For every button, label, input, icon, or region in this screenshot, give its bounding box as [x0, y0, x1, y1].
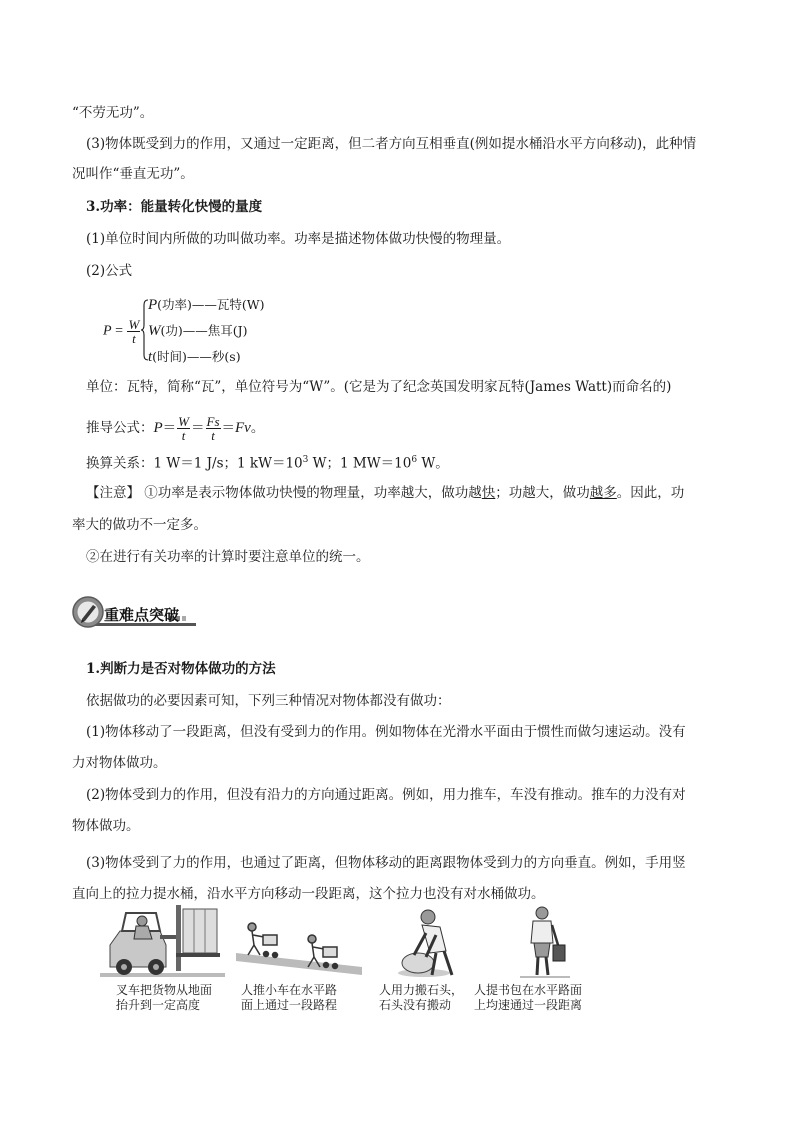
derived-formula: 推导公式：P＝ $\frac{W}{t}$ ＝ $\frac{Fs}{t}$ ＝Fv。: [86, 414, 265, 443]
unit-line: 单位：瓦特，简称“瓦”，单位符号为“W”。(它是为了纪念英国发明家瓦特(James Watt)而命名的): [86, 379, 672, 395]
conversion-line: 换算关系：1 W＝1 J/s；1 $kW=10^3$ W；1 $MW=10^6$ W。: [86, 455, 449, 472]
formula-lhs: P = $\frac{W}{t}$: [103, 317, 140, 346]
note-line: 【注意】 ①功率是表示物体做功快慢的物理量，功率越大，做功越快；功越大，做功越多。因此，功: [86, 485, 685, 501]
formula-row-power: P(功率)——瓦特(W): [148, 297, 265, 313]
figure-caption: 人提书包在水平路面 上均速通过一段距离: [474, 983, 583, 1012]
formula-row-time: t(时间)——秒(s): [148, 349, 241, 365]
section-banner-title: 重难点突破: [104, 606, 180, 624]
text-line: 直向上的拉力提水桶，沿水平方向移动一段距离，这个拉力也没有对水桶做功。: [72, 886, 545, 902]
figure-caption: 叉车把货物从地面 抬升到一定高度: [116, 983, 213, 1012]
text-line: 物体做功。: [72, 818, 140, 834]
text-line: 力对物体做功。: [72, 755, 167, 771]
text-line: ②在进行有关功率的计算时要注意单位的统一。: [86, 549, 370, 565]
section-heading-power: 3.功率：能量转化快慢的量度: [86, 199, 263, 215]
text-line: (1)物体移动了一段距离，但没有受到力的作用。例如物体在光滑水平面由于惯性而做匀速运动。没有: [86, 724, 686, 740]
lifting-stone-illustration: [396, 905, 466, 980]
text-line: “不劳无功”。: [72, 105, 154, 121]
text-line: 率大的做功不一定多。: [72, 517, 207, 533]
forklift-illustration: [100, 905, 225, 980]
text-line: 依据做功的必要因素可知，下列三种情况对物体都没有做功：: [86, 693, 451, 709]
power-formula: [103, 295, 303, 365]
text-line: (2)物体受到力的作用，但没有沿力的方向通过距离。例如，用力推车，车没有推动。推车的力没有对: [86, 787, 686, 803]
text-line: 况叫作“垂直无功”。: [72, 166, 194, 182]
figure-caption: 人用力搬石头， 石头没有搬动: [379, 983, 464, 1012]
carrying-bag-illustration: [520, 905, 570, 980]
text-line: (2)公式: [86, 263, 133, 279]
formula-row-work: W(功)——焦耳(J): [148, 323, 248, 339]
pushing-cart-illustration: [236, 905, 362, 980]
text-line: (3)物体受到了力的作用，也通过了距离，但物体移动的距离跟物体受到力的方向垂直。例如，手用竖: [86, 855, 686, 871]
text-line: (1)单位时间内所做的功叫做功率。功率是描述物体做功快慢的物理量。: [86, 231, 511, 247]
text-line: (3)物体既受到力的作用，又通过一定距离，但二者方向互相垂直(例如提水桶沿水平方向移动)，此种情: [86, 136, 697, 152]
section-heading-judge: 1.判断力是否对物体做功的方法: [86, 661, 276, 677]
figure-caption: 人推小车在水平路 面上通过一段路程: [241, 983, 338, 1012]
